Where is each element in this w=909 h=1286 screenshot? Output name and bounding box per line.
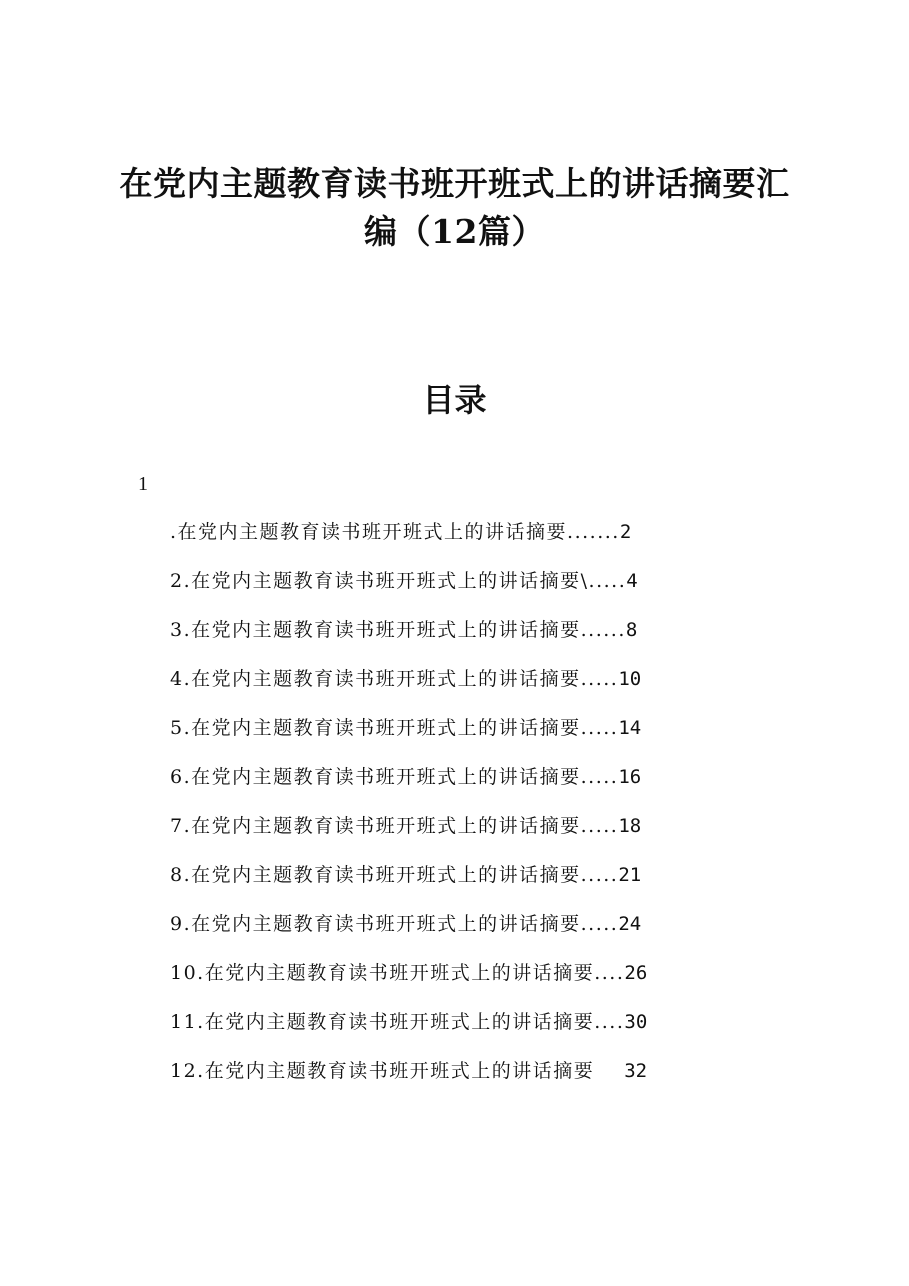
- toc-entry-page: 10: [618, 668, 642, 690]
- toc-entry-title: 9.在党内主题教育读书班开班式上的讲话摘要.....: [170, 913, 619, 935]
- stray-number: 1: [138, 473, 148, 495]
- toc-entry-title: 11.在党内主题教育读书班开班式上的讲话摘要....: [170, 1011, 625, 1033]
- toc-entry[interactable]: [170, 612, 760, 661]
- toc-entry[interactable]: [170, 1004, 760, 1053]
- toc-entry[interactable]: [170, 955, 760, 1004]
- toc-entry-page: 24: [618, 913, 642, 935]
- toc-entry-title: .在党内主题教育读书班开班式上的讲话摘要.......: [170, 521, 620, 543]
- toc-entry[interactable]: [170, 661, 760, 710]
- document-title-line-2: 编（12篇）: [364, 212, 545, 251]
- toc-entry-title: 2.在党内主题教育读书班开班式上的讲话摘要\.....: [170, 570, 627, 592]
- document-title: [0, 160, 909, 256]
- toc-entry-page: 16: [618, 766, 642, 788]
- toc-entry[interactable]: [170, 514, 760, 563]
- toc-entry-page: 2: [619, 521, 632, 543]
- toc-entry-page: 21: [618, 864, 642, 886]
- toc-entry-title: 3.在党内主题教育读书班开班式上的讲话摘要......: [170, 619, 626, 641]
- toc-entry-title: 4.在党内主题教育读书班开班式上的讲话摘要.....: [170, 668, 619, 690]
- toc-entry-page: 8: [625, 619, 638, 641]
- toc-entry[interactable]: [170, 906, 760, 955]
- toc-entry-page: 4: [626, 570, 638, 592]
- toc-entry[interactable]: [170, 857, 760, 906]
- toc-entry-title: 6.在党内主题教育读书班开班式上的讲话摘要.....: [170, 766, 619, 788]
- toc-entry-title: 8.在党内主题教育读书班开班式上的讲话摘要.....: [170, 864, 619, 886]
- document-title-line-1: 在党内主题教育读书班开班式上的讲话摘要汇: [119, 164, 790, 203]
- toc-entry[interactable]: [170, 1053, 760, 1102]
- toc-entry-page: 32: [624, 1060, 648, 1082]
- toc-entry[interactable]: [170, 808, 760, 857]
- toc-entry[interactable]: [170, 710, 760, 759]
- toc-entry-page: 30: [624, 1011, 648, 1033]
- toc-entry-page: 18: [618, 815, 642, 837]
- toc-entry-page: 14: [618, 717, 642, 739]
- table-of-contents: [170, 514, 760, 1102]
- toc-entry-title: 5.在党内主题教育读书班开班式上的讲话摘要.....: [170, 717, 619, 739]
- toc-entry-title: 10.在党内主题教育读书班开班式上的讲话摘要....: [170, 962, 625, 984]
- toc-entry-page: 26: [624, 962, 648, 984]
- toc-entry-title: 12.在党内主题教育读书班开班式上的讲话摘要: [170, 1060, 595, 1082]
- toc-entry[interactable]: [170, 563, 760, 612]
- toc-entry-title: 7.在党内主题教育读书班开班式上的讲话摘要.....: [170, 815, 619, 837]
- toc-entry[interactable]: [170, 759, 760, 808]
- toc-heading: 目录: [422, 381, 487, 419]
